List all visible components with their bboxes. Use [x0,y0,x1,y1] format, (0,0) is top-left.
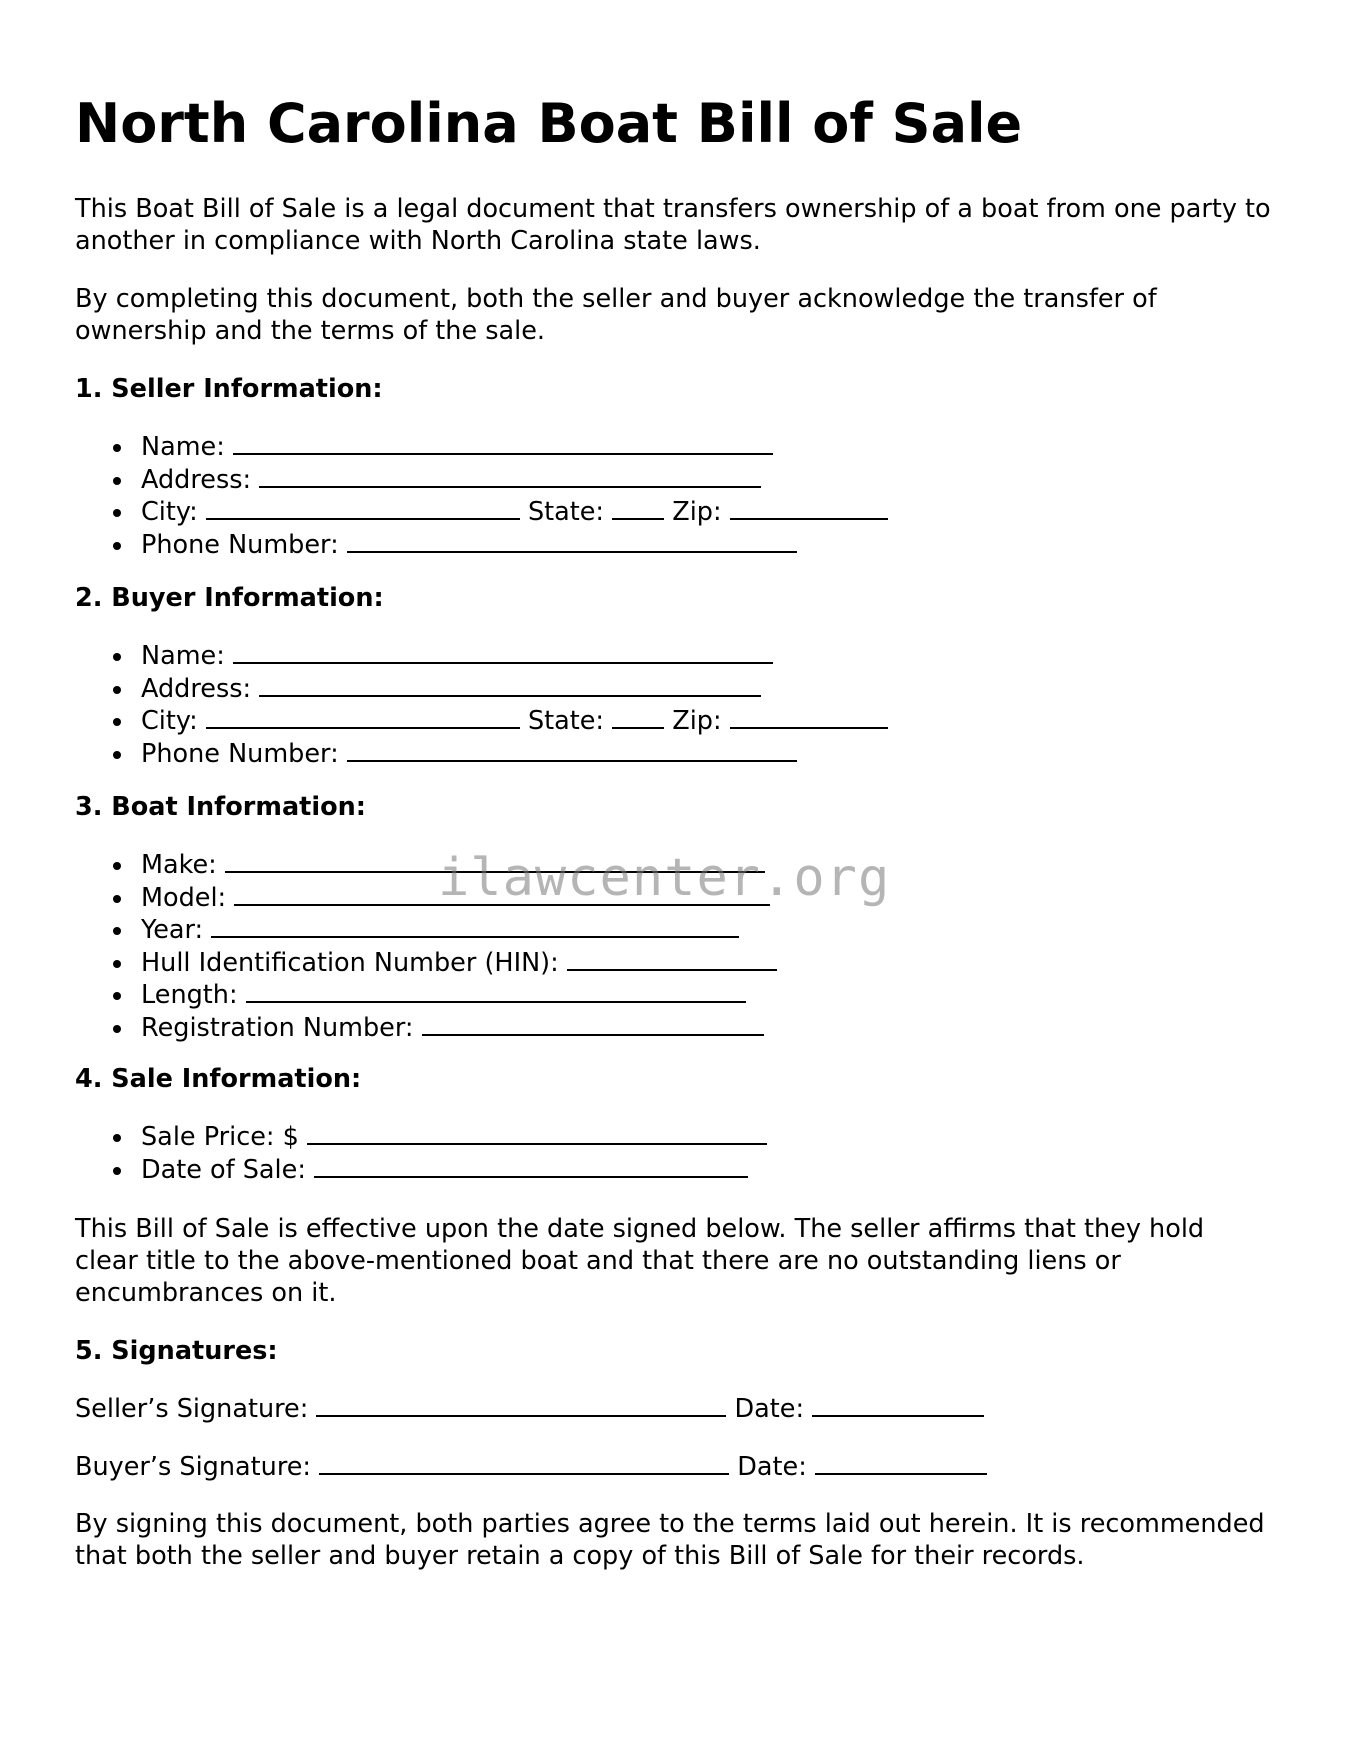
buyer-signature-field[interactable] [319,1451,729,1475]
seller-name-field[interactable] [233,431,773,455]
boat-registration-field[interactable] [422,1012,764,1036]
buyer-address-label: Address: [141,673,252,704]
seller-fields-list [75,431,888,561]
buyer-state-label: State: [527,706,605,737]
seller-signature-date-field[interactable] [812,1393,984,1417]
boat-year-field[interactable] [211,914,739,938]
buyer-phone-label: Phone Number: [141,738,339,769]
seller-name-item [75,431,888,464]
document-title: North Carolina Boat Bill of Sale [75,92,1023,155]
effective-paragraph: This Bill of Sale is effective upon the date signed below. The seller affirms that they hold clear title to the above-mentioned boat and that there are no outstanding liens or encumbrances on it. [75,1214,1205,1308]
sale-price-item [75,1121,767,1154]
boat-length-item [75,979,777,1012]
seller-state-field[interactable] [612,496,664,520]
closing-paragraph: By signing this document, both parties agree to the terms laid out herein. It is recommended that both the seller and buyer retain a copy of this Bill of Sale for their records. [75,1509,1265,1571]
sale-price-field[interactable] [307,1121,767,1145]
sale-price-label: Sale Price: $ [141,1122,299,1152]
watermark-text: ilawcenter.org [438,848,891,908]
seller-city-label: City: [141,497,198,528]
seller-phone-label: Phone Number: [141,529,339,560]
seller-address-field[interactable] [259,464,761,488]
buyer-city-field[interactable] [206,705,520,729]
seller-address-label: Address: [141,464,252,495]
seller-signature-line [75,1393,984,1425]
seller-zip-field[interactable] [730,496,888,520]
seller-phone-item [75,529,888,562]
boat-year-item [75,914,777,947]
seller-address-item [75,464,888,497]
buyer-signature-label: Buyer’s Signature: [75,1452,312,1482]
boat-section-heading: 3. Boat Information: [75,792,366,822]
seller-phone-field[interactable] [347,529,797,553]
boat-registration-item [75,1012,777,1045]
signatures-section-heading: 5. Signatures: [75,1336,278,1366]
seller-signature-label: Seller’s Signature: [75,1394,309,1424]
intro-paragraph-2: By completing this document, both the seller and buyer acknowledge the transfer of ownership and the terms of the sale. [75,284,1157,346]
seller-city-item [75,496,888,529]
buyer-signature-line [75,1451,987,1483]
buyer-zip-label: Zip: [672,706,722,737]
boat-registration-label: Registration Number: [141,1012,414,1043]
buyer-city-item [75,705,888,738]
boat-make-field[interactable] [225,849,765,873]
boat-length-field[interactable] [246,979,746,1003]
boat-length-label: Length: [141,980,238,1011]
sale-date-field[interactable] [314,1154,748,1178]
sale-fields-list [75,1121,767,1186]
boat-hin-label: Hull Identification Number (HIN): [141,947,559,978]
buyer-name-item [75,640,888,673]
sale-date-item [75,1154,767,1187]
buyer-name-label: Name: [141,641,225,671]
buyer-state-field[interactable] [612,705,664,729]
boat-model-field[interactable] [234,882,770,906]
seller-zip-label: Zip: [672,497,722,528]
buyer-signature-date-label: Date: [737,1452,807,1482]
seller-signature-date-label: Date: [734,1394,805,1424]
intro-paragraph-1: This Boat Bill of Sale is a legal document that transfers ownership of a boat from one party to another in compliance with North Carolina state laws. [75,194,1271,256]
seller-city-field[interactable] [206,496,520,520]
boat-make-item [75,849,777,882]
buyer-signature-date-field[interactable] [815,1451,987,1475]
buyer-phone-item [75,738,888,771]
buyer-address-field[interactable] [259,673,761,697]
boat-model-label: Model: [141,882,227,913]
buyer-name-field[interactable] [233,640,773,664]
boat-hin-item [75,947,777,980]
boat-year-label: Year: [141,915,204,946]
buyer-fields-list [75,640,888,770]
buyer-section-heading: 2. Buyer Information: [75,583,384,613]
seller-state-label: State: [527,497,605,528]
boat-hin-field[interactable] [567,947,777,971]
seller-name-label: Name: [141,432,225,462]
boat-model-item [75,882,777,915]
seller-signature-field[interactable] [316,1393,726,1417]
boat-make-label: Make: [141,850,217,880]
boat-fields-list [75,849,777,1045]
buyer-address-item [75,673,888,706]
sale-section-heading: 4. Sale Information: [75,1064,362,1094]
buyer-zip-field[interactable] [730,705,888,729]
buyer-phone-field[interactable] [347,738,797,762]
sale-date-label: Date of Sale: [141,1154,306,1185]
buyer-city-label: City: [141,706,198,737]
seller-section-heading: 1. Seller Information: [75,374,383,404]
